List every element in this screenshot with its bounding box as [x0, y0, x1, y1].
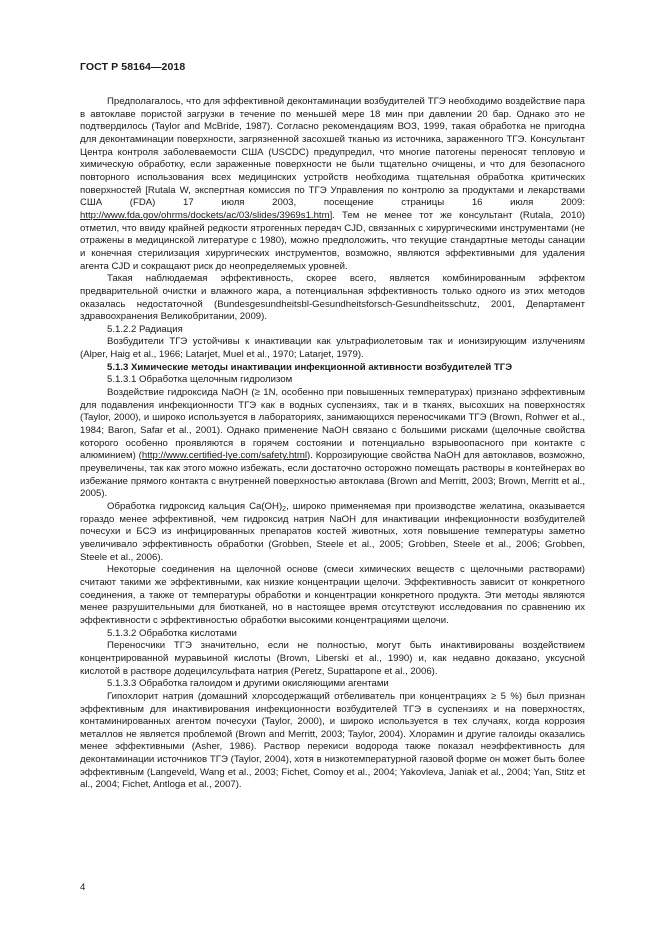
paragraph: Такая наблюдаемая эффективность, скорее всего, является комбинированным эффектом предварительной очистки и влажного жара, а потенциальная эффективность только одного из этих методов оказалась недостаточной (Bundesgesundheitsbl-Gesundheitsforsch-Gesundheitsschutz, 2001, Департамент здравоохранения Великобритании, 2009). [80, 273, 585, 323]
document-body [80, 96, 585, 792]
paragraph-text: , широко применяемая при производстве желатина, оказывается гораздо менее эффективной, чем гидроксид натрия NaOH для инактивации инфекционности возбудителей почесухи и БСЭ из инфицированных препаратов костей животных, хотя повышение температуры заметно увеличивало эффективность обработки (Grobben, Steele et al., 2005; Grobben, Steele et al., 2006; Grobben, Steele et al., 2006). [80, 501, 585, 563]
section-heading-5-1-3: 5.1.3 Химические методы инактивации инфекционной активности возбудителей ТГЭ [107, 361, 513, 373]
standard-header: ГОСТ Р 58164—2018 [80, 61, 186, 73]
paragraph: Некоторые соединения на щелочной основе (смеси химических веществ с щелочными растворами) считают такими же эффективными, как низкие концентрации щелочи. Эффективность зависит от конкретного соединения, а также от температуры обработки и концентрации конкретного продукта. Эти методы являются менее разрушительными для биотканей, но в настоящее время отсутствуют исследования по сравнению их эффективности с эффективностью обработки высокими концентрациями щелочи. [80, 564, 585, 626]
paragraph [80, 501, 585, 564]
paragraph-text: Воздействие гидроксида NaOH (≥ 1N, особенно при повышенных температурах) признано эффективным для подавления инфекционности ТГЭ как в водных суспензиях, так и в тканях, высохших на поверхностях (Taylor, 2000), и широко используется в лабораториях, занимающихся переносчиками ТГЭ (Brown, Rohwer et al., 1984; Baron, Safar et al., 2001). Однако применение NaOH связано с большими рисками (щелочные свойства которого особенно проявляются в горячем состоянии и потенциально взрывоопасного при контакте с алюминием) ( [80, 387, 585, 462]
certified-lye-link[interactable]: http://www.certified-lye.com/safety.html [141, 450, 307, 462]
section-heading-5-1-3-2: 5.1.3.2 Обработка кислотами [107, 627, 237, 639]
paragraph [80, 96, 585, 273]
section-heading-5-1-3-3: 5.1.3.3 Обработка галоидом и другими окисляющими агентами [107, 678, 389, 690]
paragraph [80, 387, 585, 501]
paragraph-text: ]. Тем не менее тот же консультант (Rutala, 2010) отметил, что ввиду крайней редкости ятрогенных передач CJD, связанных с хирургическими инструментами (не отражены в медицинской литературе с 1980), можно предположить, что текущие стандартные методы санации и конечная стерилизация хирургических инструментов, возможно, являются эффективными для удаления агента CJD и сокращают риск до неопределяемых уровней. [80, 209, 585, 272]
paragraph-text: Предполагалось, что для эффективной деконтаминации возбудителей ТГЭ необходимо воздействие пара в автоклаве пористой загрузки в течение по меньшей мере 18 мин при давлении 20 бар. Однако это не подтвердилось (Taylor and McBride, 1987). Согласно рекомендациям ВОЗ, 1999, такая обработка не пригодна для деконтаминации поверхности, загрязненной засохшей тканью из источника, зараженного ТГЭ. Консультант Центра контроля заболеваемости США (USCDC) предупредил, что многие патогены переносят тепловую и химическую обработку, если зараженные поверхности не были тщательно очищены, и что для безопасного повторного использования всех медицинских устройств необходима тщательная обработка критических поверхностей [Rutala W, экспертная комиссия по ТГЭ Управления по контролю за продуктами и лекарствами США (FDA) 17 июля 2003, посещение страницы 16 июля 2009: [80, 96, 585, 209]
fda-link[interactable]: http://www.fda.gov/ohrms/dockets/ac/03/slides/3969s1.htm [80, 209, 330, 221]
paragraph: Гипохлорит натрия (домашний хлорсодержащий отбеливатель при концентрациях ≥ 5 %) был признан эффективным для инактивирования инфекционности возбудителей ТГЭ в суспензиях и на поверхностях, контаминированных агентом почесухи (Taylor, 2000), и широко используется в тех случаях, когда коррозия металлов не является проблемой (Brown and Merritt, 2003; Taylor, 2004). Хлорамин и другие галоиды оказались менее эффективными (Asher, 1986). Раствор перекиси водорода также показал неэффективность для деконтаминации источников ТГЭ (Taylor, 2004), хотя в низкотемпературной газовой форме он может быть более эффективным (Langeveld, Wang et al., 2003; Fichet, Comoy et al., 2004; Yakovleva, Janiak et al., 2004; Yan, Stitz et al., 2004; Fichet, Antloga et al., 2007). [80, 690, 585, 791]
section-heading-5-1-3-1: 5.1.3.1 Обработка щелочным гидролизом [107, 374, 293, 386]
section-heading-5-1-2-2: 5.1.2.2 Радиация [107, 323, 183, 335]
paragraph-text: ). Коррозирующие свойства NaOH для автоклавов, возможно, преувеличены, так как этого можно избежать, если достаточно осторожно помещать растворы в контейнерах во избежание прямого контакта с внутренней поверхностью автоклава (Brown and Merritt, 2003; Brown, Merritt et al., 2005). [80, 450, 585, 500]
paragraph: Переносчики ТГЭ значительно, если не полностью, могут быть инактивированы воздействием концентрированной муравьиной кислоты (Brown, Liberski et al., 1990) и, как недавно доказано, уксусной кислотой в растворе додецилсульфата натрия (Peretz, Supattapone et al., 2006). [80, 640, 585, 677]
page-number: 4 [80, 882, 86, 893]
paragraph: Возбудители ТГЭ устойчивы к инактивации как ультрафиолетовым так и ионизирующим излучениям (Alper, Haig et al., 1966; Latarjet, Muel et al., 1970; Latarjet, 1979). [80, 336, 585, 361]
subscript: 2 [282, 506, 287, 513]
paragraph-text: Обработка гидроксид кальция Ca(OH) [107, 501, 283, 512]
